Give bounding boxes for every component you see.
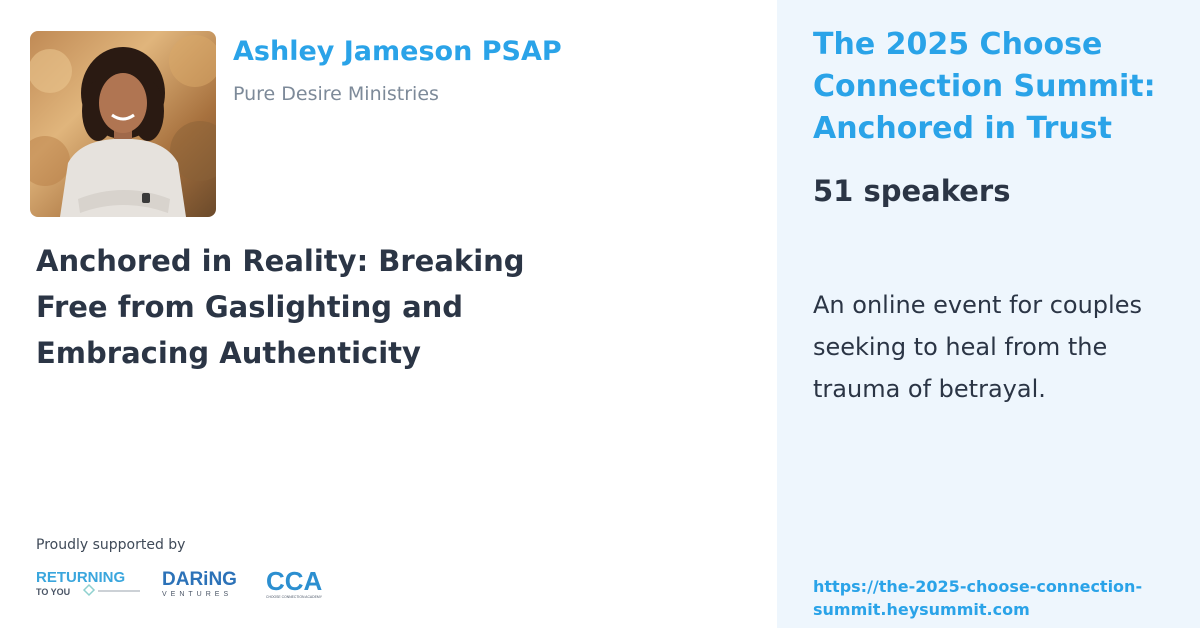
svg-text:CCA: CCA [266, 566, 323, 596]
speaker-photo [30, 31, 216, 217]
svg-text:TO YOU: TO YOU [36, 587, 71, 597]
event-title: The 2025 Choose Connection Summit: Anchored in Trust [813, 27, 1156, 146]
daring-ventures-logo [162, 566, 250, 598]
svg-text:CHOOSE CONNECTION ACADEMY: CHOOSE CONNECTION ACADEMY [266, 595, 322, 599]
talk-title: Anchored in Reality: Breaking Free from Gaslighting and Embracing Authenticity [36, 244, 525, 370]
speaker-name: Ashley Jameson PSAP [233, 36, 562, 67]
event-url-link[interactable]: https://the-2025-choose-connection-summit.heysummit.com [813, 577, 1143, 619]
sponsors-label: Proudly supported by [36, 537, 186, 553]
svg-text:RETURNING: RETURNING [36, 569, 126, 586]
svg-text:VENTURES: VENTURES [162, 591, 233, 598]
event-description: An online event for couples seeking to heal from the trauma of betrayal. [813, 291, 1142, 403]
cca-logo [266, 566, 328, 600]
returning-to-you-logo [36, 566, 142, 598]
sponsor-logos [36, 566, 336, 600]
speaker-organization: Pure Desire Ministries [233, 83, 439, 105]
svg-text:DARiNG: DARiNG [162, 569, 237, 590]
speaker-count: 51 speakers [813, 174, 1011, 208]
